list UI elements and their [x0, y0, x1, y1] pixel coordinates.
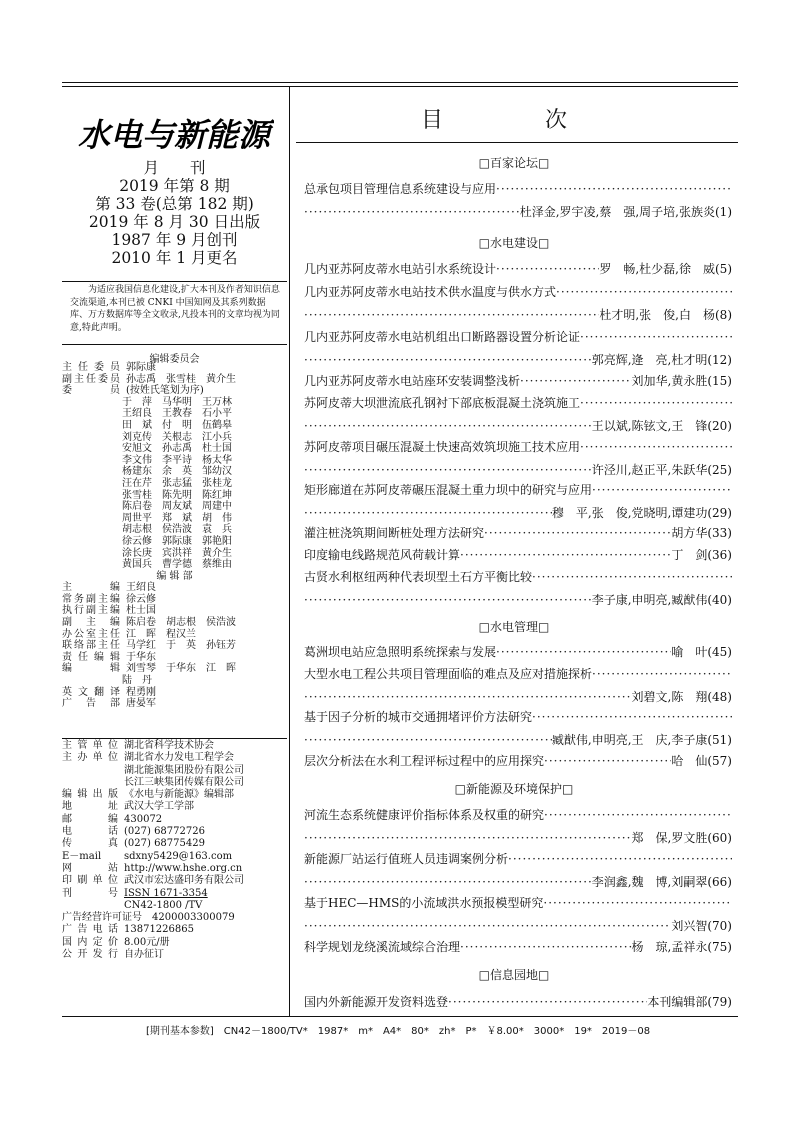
dept-row: 执行副主编 杜士国	[62, 605, 156, 617]
section-header: □百家论坛□	[478, 156, 550, 170]
toc-entry[interactable]: 河流生态系统健康评价指标体系及权重的研究 ····· ····· 郑 保,罗文胜 (60)	[304, 804, 732, 849]
committee-member-row: 涂长庚 宾洪祥 黄介生	[122, 547, 232, 559]
column-divider	[289, 86, 290, 1016]
divider	[62, 281, 287, 282]
issn-number: ISSN 1671-3354	[124, 887, 208, 899]
dept-row: 广 告 部 唐晏军	[62, 698, 156, 710]
dept-row: 办公室主任 江 晖 程汉兰	[62, 628, 196, 640]
toc-entry[interactable]: 层次分析法在水利工程评标过程中的应用探究 ····· 哈 仙 (57)	[304, 750, 732, 773]
committee-title: 编辑委员会	[149, 354, 200, 365]
dept-row: 联络部主任 马学红 于 英 孙钰芳	[62, 640, 236, 652]
committee-member-row: 陈启卷 周友斌 周建中	[122, 501, 232, 513]
issue-founded: 1987 年 9 月创刊	[111, 231, 238, 249]
toc-entry[interactable]: 葛洲坝电站应急照明系统探索与发展 ····· 喻 叶 (45)	[304, 641, 732, 664]
toc-entry[interactable]: 几内亚苏阿皮蒂水电站机组出口断路器设置分析论证 ····· ····· 郭亮辉,逄 亮,杜才明 (12)	[304, 326, 732, 371]
section-header: □水电建设□	[478, 236, 550, 250]
dept-row: 责任编辑 于华东	[62, 651, 156, 663]
committee-member-row: 周世平 郑 斌 胡 伟	[122, 512, 232, 524]
committee-member-row: 黄国兵 曹学德 蔡维由	[122, 559, 232, 571]
email-link[interactable]: sdxny5429@163.com	[124, 850, 233, 862]
divider	[62, 738, 287, 739]
toc-entry[interactable]: 国内外新能源开发资料选登 ····· 本刊编辑部 (79)	[304, 991, 732, 1014]
dept-row: 编 辑 刘雪琴 于华东 江 晖	[62, 663, 236, 675]
toc-entry[interactable]: 苏阿皮蒂大坝泄流底孔钢衬下部底板混凝土浇筑施工 ····· ····· 王以斌,陈铉文,王 锋 (20)	[304, 392, 732, 437]
issue-frequency: 月 刊	[143, 159, 206, 177]
committee-member-row: 胡志根 侯浩波 袁 兵	[122, 524, 232, 536]
toc-entry[interactable]: 几内亚苏阿皮蒂水电站引水系统设计 ····· 罗 畅,杜少磊,徐 威 (5)	[304, 258, 732, 281]
top-border	[62, 82, 738, 83]
dept-row: 英文翻译 程勇刚	[62, 686, 156, 698]
committee-member-row: 田 斌 付 明 伍鹤皋	[122, 419, 232, 431]
toc-entry[interactable]: 灌注桩浇筑期间断桩处理方法研究 ····· 胡方华 (33)	[304, 522, 732, 545]
committee-list	[62, 362, 287, 710]
toc-entry[interactable]: 几内亚苏阿皮蒂水电站座环安装调整浅析 ····· 刘加华,黄永胜 (15)	[304, 370, 732, 393]
issue-info	[62, 159, 287, 267]
dept-row: 副 主 编 陈启卷 胡志根 侯浩波	[62, 617, 236, 629]
section-header: □水电管理□	[478, 620, 550, 634]
committee-member-row: 徐云修 郭际康 郭艳阳	[122, 535, 232, 547]
committee-member-row: 刘克传 关根志 江小兵	[122, 431, 232, 443]
dept-row: 陆 丹	[122, 675, 152, 687]
toc-entry[interactable]: 印度输电线路规范风荷载计算 ····· 丁 剑 (36)	[304, 544, 732, 567]
toc-entry[interactable]: 古贤水利枢纽两种代表坝型土石方平衡比较 ····· ····· 李子康,申明亮,臧猷伟 (40)	[304, 566, 732, 611]
toc-entry[interactable]: 大型水电工程公共项目管理面临的难点及应对措施探析 ····· ····· 刘碧文,陈 翔 (48)	[304, 663, 732, 708]
editorial-dept-title: 编 辑 部	[156, 570, 193, 582]
logo-text: 水电与新能源	[77, 116, 271, 154]
bottom-border	[62, 1016, 738, 1017]
toc-entry[interactable]: 新能源厂站运行值班人员违调案例分析 ····· ····· 李润鑫,魏 博,刘嗣翠 (66)	[304, 848, 732, 893]
cn-number: CN42-1800 /TV	[124, 899, 203, 911]
copyright-notice: 为适应我国信息化建设,扩大本刊及作者知识信息交流渠道,本刊已被 CNKI 中国知网及其系列数据库、万方数据库等全文收录,凡投本刊的文章均视为同意,特此声明。	[70, 285, 280, 333]
issue-volume: 第 33 卷(总第 182 期)	[95, 195, 254, 213]
toc-title: 目 次	[420, 108, 607, 133]
website-link[interactable]: http://www.hshe.org.cn	[124, 862, 243, 874]
divider	[62, 344, 287, 345]
committee-members-label: 委 员 (按姓氏笔划为序)	[62, 385, 204, 397]
committee-member-row: 杨建东 余 英 邹幼汉	[122, 466, 232, 478]
issue-renamed: 2010 年 1 月更名	[111, 249, 238, 267]
toc-entry[interactable]: 几内亚苏阿皮蒂水电站技术供水温度与供水方式 ····· ····· 杜才明,张 俊,白 杨 (8)	[304, 281, 732, 326]
email-row: E－mail sdxny5429@163.com	[62, 850, 233, 862]
committee-member-row: 安旭文 孙志禹 杜士国	[122, 443, 232, 455]
issue-number: 2019 年第 8 期	[119, 177, 230, 195]
committee-member-row: 李文伟 李平诗 杨太华	[122, 454, 232, 466]
toc-entry[interactable]: 矩形廊道在苏阿皮蒂碾压混凝土重力坝中的研究与应用 ····· ····· 穆 平,张 俊,党晓明,谭建功 (29)	[304, 479, 732, 524]
committee-member-row: 王绍良 王教春 石小平	[122, 408, 232, 420]
website-row: 网 站 http://www.hshe.org.cn	[62, 862, 243, 874]
publisher-info: 主管单位 湖北省科学技术协会 主办单位 湖北省水力发电工程学会 湖北能源集团股份有限公司 长江三峡集团传媒有限公司 编辑出版 《水电与新能源》编辑部 地 址 武汉大学工学部 邮 编 430072 电 话 (027) 68772726 传 真 (027) 68775429 E－mail sdxny5429@163.com 网 站 http://www.hshe.org.cn 印刷单位 武汉市宏达盛印务有限公司 刊 号 ISSN 1671-3354 CN42-1800 /TV 广告经营许可证号 4200003300079 广告电话 13871226865 国内定价 8.00元/册 公开发行 自办征订	[62, 740, 287, 961]
section-header: □信息园地□	[478, 968, 550, 982]
committee-vice: 副主任委员 孙志禹 张雪桂 黄介生	[62, 373, 236, 385]
committee-director: 主任委员 郭际康	[62, 362, 156, 373]
journal-parameters: [期刊基本参数] CN42－1800/TV* 1987* m* A4* 80* zh* P* ￥8.00* 3000* 19* 2019－08	[146, 1026, 651, 1037]
committee-member-row: 张雪桂 陈先明 陈红坤	[122, 489, 232, 501]
toc-entry[interactable]: 苏阿皮蒂项目碾压混凝土快速高效筑坝施工技术应用 ····· ····· 许泾川,赵正平,朱跃华 (25)	[304, 436, 732, 481]
journal-logo	[74, 114, 274, 154]
issue-date: 2019 年 8 月 30 日出版	[88, 213, 261, 231]
toc-entry[interactable]: 基于因子分析的城市交通拥堵评价方法研究 ····· ····· 臧猷伟,申明亮,王 庆,李子康 (51)	[304, 706, 732, 751]
toc-divider	[296, 142, 738, 143]
committee-member-row: 汪在芹 张志猛 张桂龙	[122, 477, 232, 489]
committee-member-row: 于 萍 马华明 王万林	[122, 396, 232, 408]
top-border-inner	[62, 86, 738, 87]
toc-entry[interactable]: 科学规划龙绕溪流域综合治理 ····· 杨 琼,孟祥永 (75)	[304, 936, 732, 959]
dept-row: 主 编 王绍良	[62, 582, 156, 594]
dept-row: 常务副主编 徐云修	[62, 593, 156, 605]
toc-entry[interactable]: 基于HEC—HMS的小流域洪水预报模型研究 ····· ····· 刘兴智 (70)	[304, 892, 732, 937]
toc-entry[interactable]: 总承包项目管理信息系统建设与应用 ····· ····· 杜泽金,罗宇凌,蔡 强,周子培,张族炎 (1)	[304, 178, 732, 223]
section-header: □新能源及环境保护□	[454, 782, 574, 796]
